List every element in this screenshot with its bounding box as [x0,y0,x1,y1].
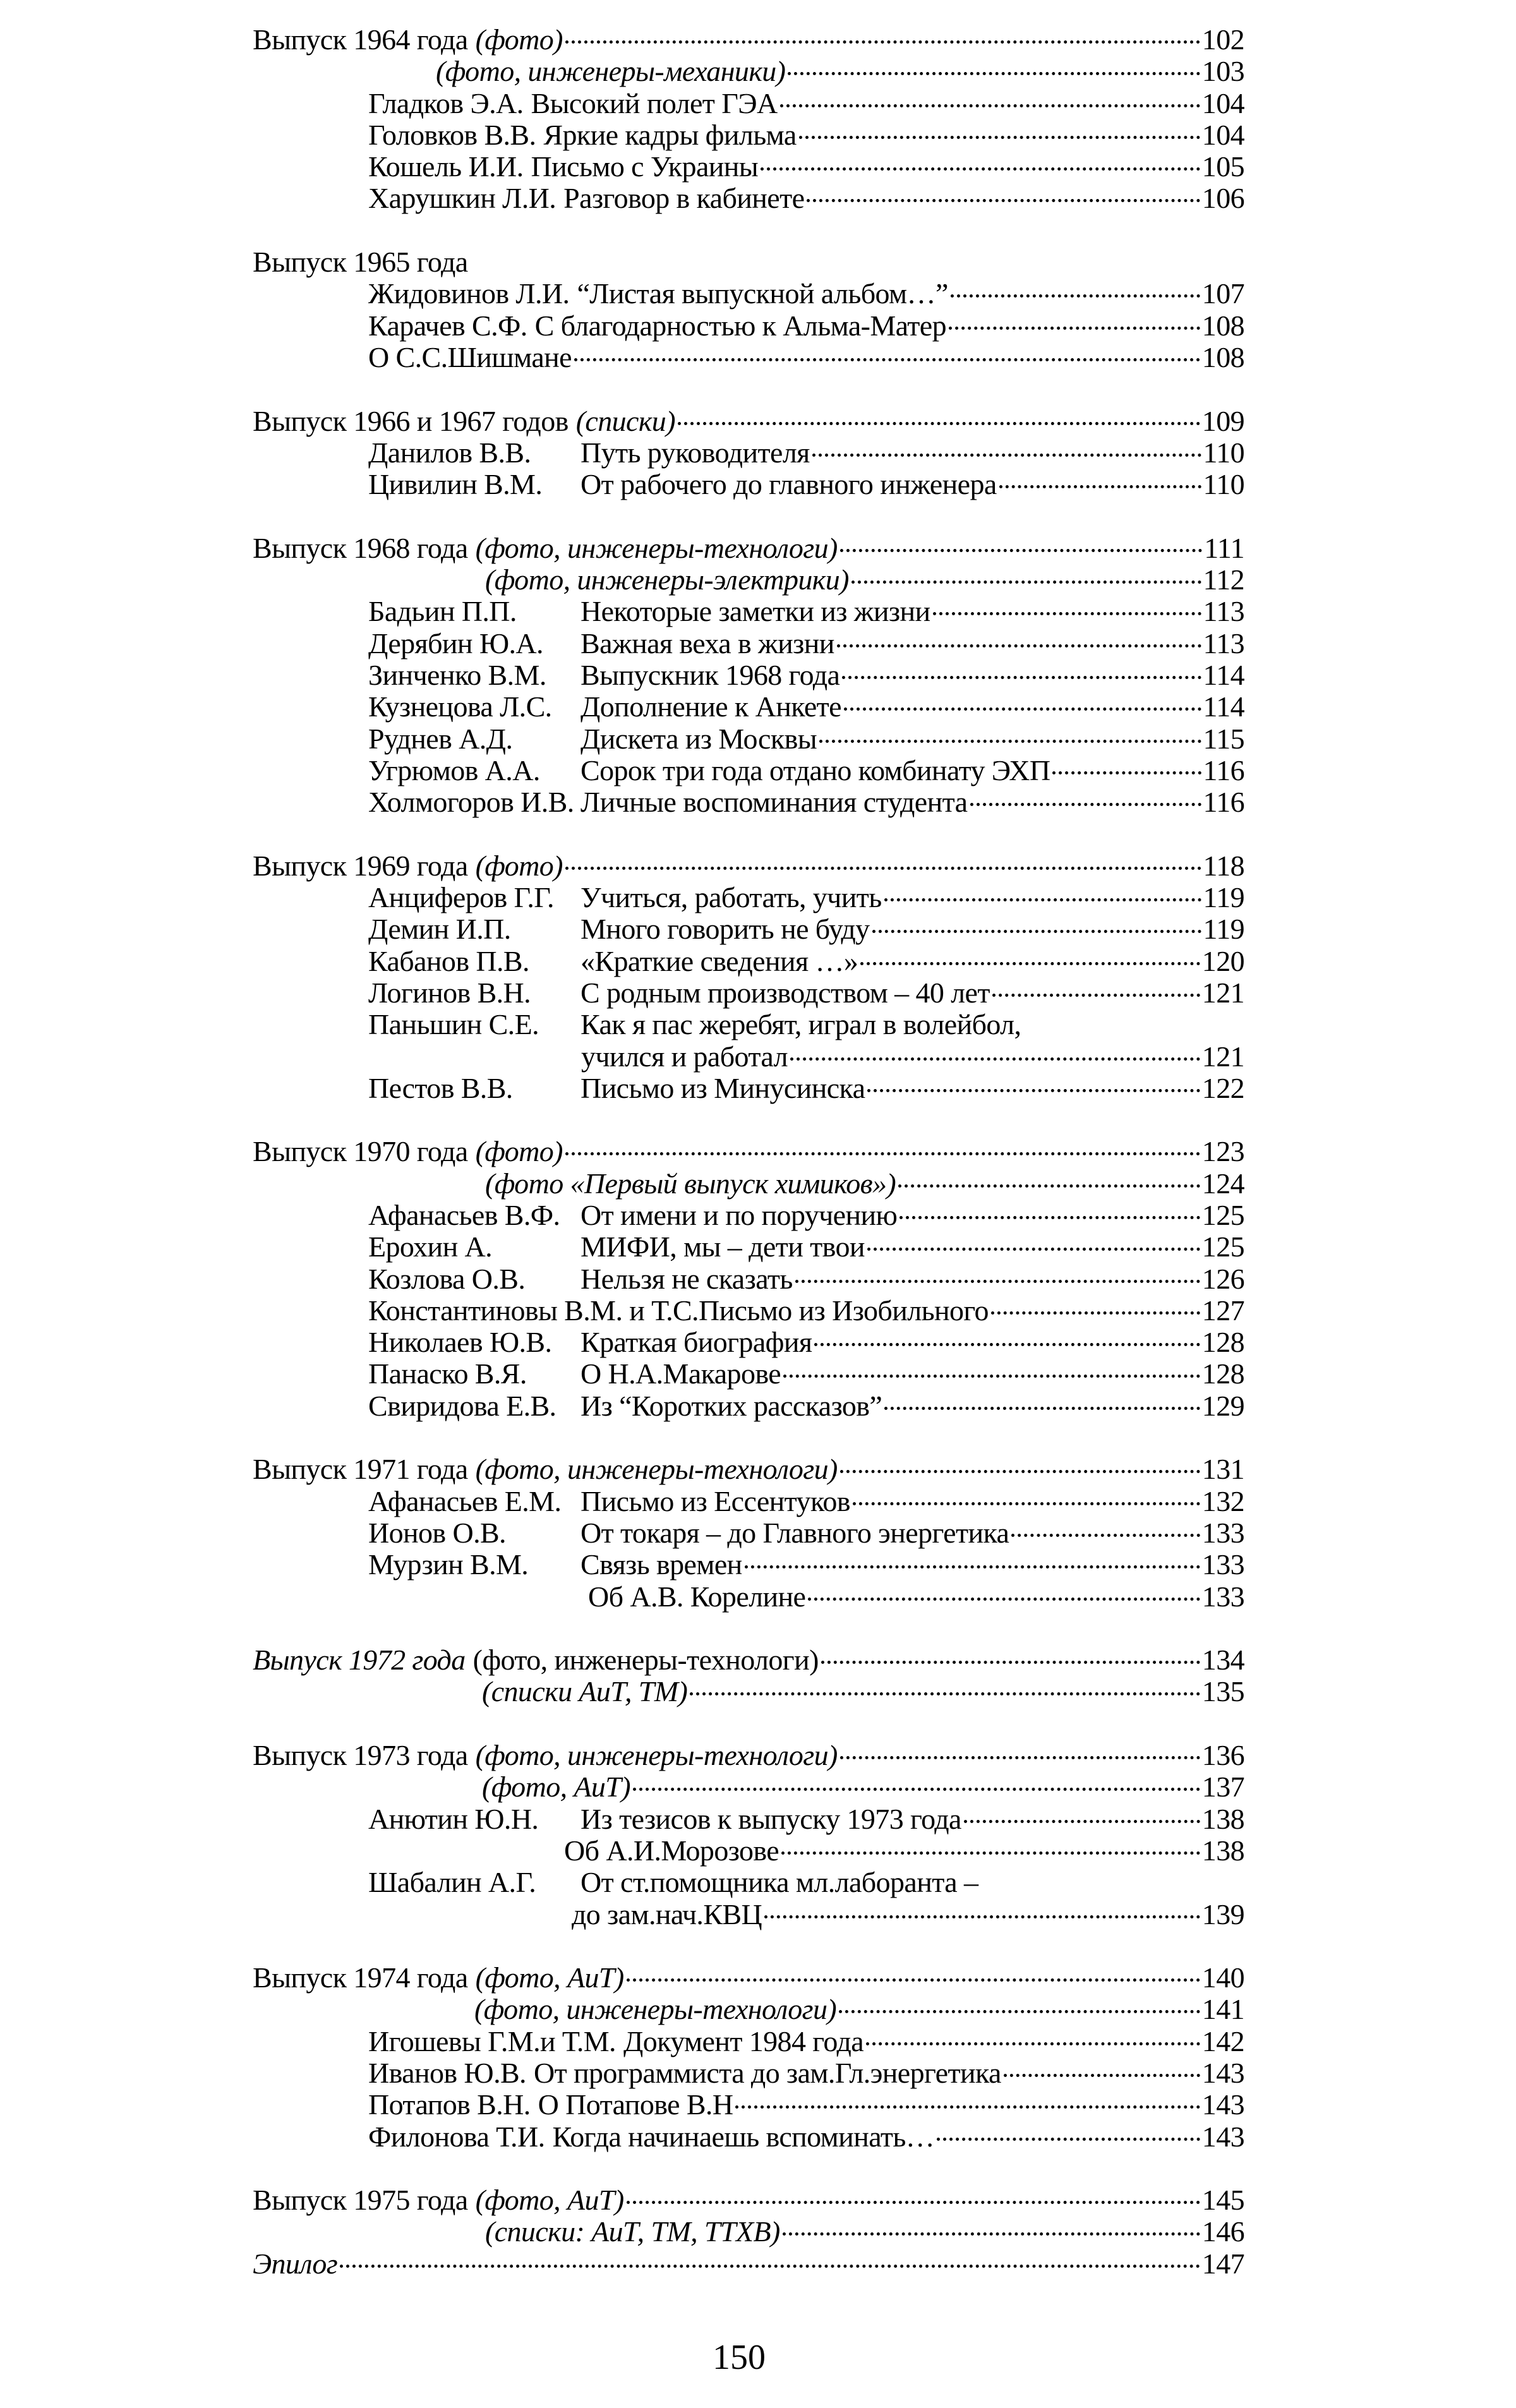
toc-entry [253,1041,1244,1073]
spacer [253,1104,1244,1136]
entry-author: Дерябин Ю.А. [368,627,543,659]
entry-title-continued: до зам.нач.КВЦ [572,1898,762,1930]
section-title: Выпуск 1975 года [253,2184,468,2217]
toc-entry [253,755,1244,786]
page-ref: 111 [1204,531,1244,564]
dot-leader [799,136,1200,139]
toc-entry [253,850,1244,882]
dot-leader [795,1280,1200,1283]
toc-entry [253,1740,1244,1771]
page-ref: 123 [1201,1135,1244,1168]
page-ref: 146 [1201,2215,1244,2248]
page-ref: 122 [1201,1071,1244,1104]
toc-entry [253,1231,1244,1263]
toc-entry [253,1009,1244,1040]
toc-entry [253,1136,1244,1167]
page-ref: 131 [1201,1453,1244,1486]
page-ref: 126 [1201,1262,1244,1295]
page-ref: 132 [1201,1484,1244,1517]
toc-entry [253,659,1244,691]
entry-author: Ерохин А. [368,1231,493,1263]
toc-entry [253,913,1244,945]
entry-title: Много говорить не буду [581,913,870,946]
page-ref: 135 [1201,1675,1244,1708]
section-note: (фото, АиТ) [475,2184,624,2217]
page-ref: 139 [1201,1898,1244,1930]
page-ref: 118 [1203,849,1244,882]
section-title: Выпуск 1972 года [253,1644,466,1677]
dot-leader [867,1248,1200,1251]
page-ref: 113 [1203,627,1244,659]
section-title: Выпуск 1971 года [253,1453,468,1486]
spacer [253,1422,1244,1454]
toc-entry [253,1549,1244,1580]
section-note: (фото, АиТ) [475,1961,624,1994]
page-ref: 127 [1201,1294,1244,1327]
toc-entry [253,564,1244,596]
section-title: Выпуск 1966 и 1967 годов [253,404,568,437]
page-ref: 147 [1201,2247,1244,2280]
toc-entry [253,437,1244,469]
spacer [253,215,1244,246]
dot-leader [745,1565,1200,1568]
entry-title: С благодарностью к Альма-Матер [534,309,947,342]
toc-entry [253,1073,1244,1104]
entry-title: Некоторые заметки из жизни [581,595,930,628]
entry-author: Угрюмов А.А. [368,754,540,786]
dot-leader [898,1184,1200,1188]
entry-title: Разговор в кабинете [563,182,805,215]
dot-leader [853,1502,1200,1505]
spacer [253,500,1244,532]
dot-leader [690,1692,1200,1695]
page-ref: 129 [1201,1389,1244,1422]
entry-author: Кузнецова Л.С. [368,690,552,723]
entry-title: От программиста до зам.Гл.энергетика [533,2057,1001,2089]
dot-leader [807,199,1200,202]
entry-author: Паньшин С.Е. [368,1008,539,1041]
section-note: (фото, инженеры-технологи) [472,1644,819,1677]
toc-entry [253,1168,1244,1200]
entry-title: Дискета из Москвы [581,722,817,755]
dot-leader [565,1152,1200,1155]
toc-entry [253,1517,1244,1549]
dot-leader [783,2232,1200,2236]
toc-entry [253,24,1244,56]
page-ref: 112 [1203,563,1244,596]
page-ref: 104 [1201,118,1244,151]
table-of-contents [253,24,1244,2280]
entry-author: Игошевы Г.М.и Т.М. [368,2025,616,2057]
entry-title-continued: учился и работал [581,1040,788,1073]
page-ref: 133 [1201,1516,1244,1549]
page-ref: 121 [1201,1040,1244,1073]
dot-leader [970,803,1201,806]
entry-note: (фото, АиТ) [482,1771,630,1803]
dot-leader [949,327,1200,330]
section-title: Выпуск 1970 года [253,1135,468,1168]
spacer [253,1613,1244,1644]
entry-title: Когда начинаешь вспоминать… [552,2120,935,2153]
page-ref: 108 [1201,309,1244,342]
page-ref: 107 [1201,277,1244,310]
dot-leader [812,454,1201,457]
page-ref: 142 [1201,2025,1244,2057]
entry-author: Шабалин А.Г. [368,1866,536,1899]
page-ref: 138 [1201,1834,1244,1867]
page-ref: 109 [1201,404,1244,437]
entry-author: Анциферов Г.Г. [368,881,554,914]
entry-author: Пестов В.В. [368,1071,513,1104]
section-note: (фото, инженеры-технологи) [475,1453,838,1486]
section-title: Выпуск 1974 года [253,1961,468,1994]
toc-entry [253,1835,1244,1867]
page-ref: 136 [1201,1739,1244,1772]
entry-title: Личные воспоминания студента [581,786,968,819]
dot-leader [340,2265,1200,2268]
toc-entry [253,533,1244,564]
dot-leader [821,1661,1200,1664]
entry-title: Об А.И.Морозове [564,1834,779,1867]
page-ref: 110 [1203,468,1244,501]
entry-author: Афанасьев Е.М. [368,1484,562,1517]
section-note: (фото) [475,1135,563,1168]
page-ref: 114 [1203,690,1244,723]
entry-title: Путь руководителя [581,436,810,469]
dot-leader [574,358,1200,361]
toc-entry [253,946,1244,977]
page-ref: 133 [1201,1580,1244,1613]
page-ref: 128 [1201,1358,1244,1390]
dot-leader [781,1851,1200,1855]
page-ref: 103 [1201,55,1244,88]
page-ref: 108 [1201,340,1244,373]
toc-entry [253,786,1244,818]
dot-leader [840,1470,1200,1473]
dot-leader [627,2201,1200,2204]
dot-leader [991,1311,1200,1315]
dot-leader [565,40,1200,44]
entry-title: Документ 1984 года [623,2025,864,2057]
toc-entry [253,151,1244,183]
entry-author: Козлова О.В. [368,1262,526,1295]
entry-author: Афанасьев В.Ф. [368,1198,560,1231]
toc-entry [253,2057,1244,2089]
dot-leader [860,962,1200,965]
entry-author: Руднев А.Д. [368,722,513,755]
entry-title: Краткая биография [581,1326,812,1359]
entry-note: (фото, инженеры-механики) [436,55,786,88]
entry-title: Учиться, работать, учить [581,881,882,914]
entry-note: (списки: АиТ, ТМ, ТТХВ) [485,2215,780,2248]
dot-leader [790,1057,1200,1061]
dot-leader [999,485,1201,488]
spacer [253,2153,1244,2184]
page-ref: 113 [1203,595,1244,628]
spacer [253,818,1244,850]
entry-note: (фото, инженеры-электрики) [485,563,849,596]
toc-entry [253,1263,1244,1295]
page-ref: 114 [1203,658,1244,691]
section-note: (списки) [575,404,675,437]
dot-leader [764,1915,1200,1918]
section-note: (фото) [475,849,563,882]
dot-leader [844,707,1201,711]
entry-author: Константиновы В.М. и Т.С. [368,1294,699,1327]
spacer [253,1708,1244,1740]
toc-entry [253,2216,1244,2248]
toc-entry [253,2184,1244,2216]
toc-entry [253,1994,1244,2025]
dot-leader [951,294,1200,298]
entry-title: Об А.В. Корелине [588,1580,806,1613]
toc-entry [253,1644,1244,1676]
toc-entry [253,1676,1244,1707]
entry-author: Ионов О.В. [368,1516,506,1549]
entry-title: О Н.А.Макарове [581,1358,781,1390]
page-ref: 120 [1201,944,1244,977]
dot-leader [633,1788,1200,1791]
toc-entry [253,882,1244,913]
entry-title: От рабочего до главного инженера [581,468,997,501]
page-ref: 143 [1201,2057,1244,2089]
toc-entry [253,88,1244,119]
dot-leader [872,930,1201,933]
page-ref: 116 [1203,754,1244,786]
toc-entry [253,278,1244,310]
entry-author: Жидовинов Л.И. [368,277,570,310]
toc-entry [253,1358,1244,1390]
dot-leader [899,1216,1200,1219]
toc-entry [253,342,1244,373]
entry-title: Письмо из Минусинска [581,1071,865,1104]
entry-author: Логинов В.Н. [368,976,531,1009]
page-ref: 115 [1203,722,1244,755]
page-ref: 137 [1201,1771,1244,1803]
page-ref: 124 [1201,1167,1244,1200]
epilogue-title: Эпилог [253,2247,338,2280]
page-ref: 133 [1201,1548,1244,1581]
toc-entry [253,723,1244,755]
page-ref: 143 [1201,2120,1244,2153]
entry-title: О С.С.Шишмане [368,340,572,373]
dot-leader [842,676,1201,679]
page-ref: 106 [1201,182,1244,215]
dot-leader [937,2138,1200,2141]
page-ref: 110 [1203,436,1244,469]
entry-title: Связь времен [581,1548,742,1581]
page-ref: 134 [1201,1644,1244,1677]
entry-title: Из “Коротких рассказов” [581,1389,882,1422]
entry-author: Харушкин Л.И. [368,182,556,215]
toc-entry [253,1454,1244,1485]
dot-leader [867,1089,1200,1092]
dot-leader [1011,1534,1200,1537]
toc-entry [253,310,1244,342]
page-ref: 145 [1201,2184,1244,2217]
entry-title: Письмо из Изобильного [698,1294,989,1327]
entry-title: Как я пас жеребят, играл в волейбол, [581,1008,1021,1041]
page-ref: 119 [1203,881,1244,914]
entry-title: От токаря – до Главного энергетика [581,1516,1009,1549]
entry-title: “Листая выпускной альбом…” [577,277,948,310]
section-note: (фото) [475,23,563,56]
entry-title: От ст.помощника мл.лаборанта – [581,1866,978,1899]
page-ref: 116 [1203,786,1244,819]
toc-entry [253,2089,1244,2121]
dot-leader [627,1978,1200,1982]
dot-leader [808,1598,1200,1601]
page-ref: 102 [1201,23,1244,56]
page-ref: 138 [1201,1802,1244,1835]
section-title: Выпуск 1965 года [253,246,468,279]
dot-leader [780,104,1200,107]
section-title: Выпуск 1969 года [253,849,468,882]
dot-leader [866,2042,1200,2045]
section-note: (фото, инженеры-технологи) [475,1739,838,1772]
entry-title: Выпускник 1968 года [581,658,840,691]
toc-entry [253,1962,1244,1994]
toc-entry [253,56,1244,87]
section-title: Выпуск 1973 года [253,1739,468,1772]
entry-author: Кошель И.И. [368,150,524,183]
toc-entry [253,1899,1244,1930]
entry-author: Свиридова Е.В. [368,1389,556,1422]
page-ref: 125 [1201,1231,1244,1263]
page-ref: 128 [1201,1326,1244,1359]
dot-leader [884,1407,1200,1410]
toc-entry [253,183,1244,214]
entry-author: Карачев С.Ф. [368,309,527,342]
toc-entry [253,406,1244,437]
entry-title: «Краткие сведения …» [581,944,858,977]
entry-title: МИФИ, мы – дети твои [581,1231,865,1263]
entry-title: Из тезисов к выпуску 1973 года [581,1802,961,1835]
entry-title: Сорок три года отдано комбинату ЭХП [581,754,1050,786]
entry-title: От имени и по поручению [581,1198,898,1231]
entry-author: Филонова Т.И. [368,2120,545,2153]
toc-entry [253,469,1244,500]
entry-author: Николаев Ю.В. [368,1326,552,1359]
section-title: Выпуск 1968 года [253,531,468,564]
entry-author: Кабанов П.В. [368,944,529,977]
section-note: (фото, инженеры-технологи) [475,531,838,564]
spacer [253,373,1244,405]
entry-author: Панаско В.Я. [368,1358,527,1390]
toc-entry [253,119,1244,151]
entry-author: Анютин Ю.Н. [368,1802,539,1835]
toc-entry [253,2121,1244,2153]
page-ref: 121 [1201,976,1244,1009]
dot-leader [1004,2074,1200,2077]
page-ref: 141 [1201,1993,1244,2026]
page-ref: 105 [1201,150,1244,183]
entry-title: С родным производством – 40 лет [581,976,990,1009]
dot-leader [735,2105,1200,2109]
dot-leader [884,898,1201,901]
dot-leader [851,581,1201,584]
entry-author: Головков В.В. [368,118,536,151]
entry-author: Гладков Э.А. [368,87,524,119]
toc-entry [253,1581,1244,1613]
dot-leader [761,167,1200,171]
entry-author: Холмогоров И.В. [368,786,574,819]
page-number: 150 [713,2338,766,2377]
toc-entry [253,1803,1244,1835]
toc-entry [253,1295,1244,1327]
entry-author: Мурзин В.М. [368,1548,529,1581]
entry-author: Бадьин П.П. [368,595,517,628]
dot-leader [992,994,1200,997]
entry-note: (списки АиТ, ТМ) [482,1675,688,1708]
page-ref: 143 [1201,2088,1244,2121]
dot-leader [1052,771,1201,774]
entry-title: Письмо из Ессентуков [581,1484,850,1517]
dot-leader [678,422,1200,425]
dot-leader [783,1375,1200,1378]
entry-note: (фото «Первый выпуск химиков») [485,1167,896,1200]
toc-entry [253,628,1244,659]
dot-leader [788,72,1200,75]
dot-leader [840,549,1202,552]
entry-author: Демин И.П. [368,913,511,946]
page-ref: 119 [1203,913,1244,946]
toc-entry [253,2026,1244,2057]
entry-title: Нельзя не сказать [581,1262,793,1295]
entry-author: Иванов Ю.В. [368,2057,526,2089]
page-ref: 140 [1201,1961,1244,1994]
page-ref: 125 [1201,1198,1244,1231]
entry-title: Дополнение к Анкете [581,690,841,723]
toc-entry [253,977,1244,1009]
toc-entry [253,1327,1244,1358]
toc-entry [253,1200,1244,1231]
entry-author: Потапов В.Н. [368,2088,531,2121]
toc-entry [253,2248,1244,2280]
entry-author: Зинченко В.М. [368,658,546,691]
toc-entry [253,1486,1244,1517]
dot-leader [565,867,1201,870]
toc-entry [253,691,1244,723]
dot-leader [837,644,1201,647]
entry-title: Высокий полет ГЭА [531,87,778,119]
spacer [253,1930,1244,1962]
entry-title: Яркие кадры фильма [543,118,797,151]
dot-leader [933,612,1201,615]
dot-leader [839,2010,1200,2013]
dot-leader [819,740,1201,743]
dot-leader [814,1343,1200,1346]
entry-author: Цивилин В.М. [368,468,543,501]
dot-leader [840,1756,1200,1759]
entry-title: О Потапове В.Н [538,2088,733,2121]
dot-leader [964,1820,1200,1823]
page-ref: 104 [1201,87,1244,119]
toc-entry [253,246,1244,278]
toc-entry [253,1390,1244,1422]
toc-entry [253,596,1244,627]
entry-note: (фото, инженеры-технологи) [474,1993,837,2026]
toc-entry [253,1771,1244,1803]
entry-title: Письмо с Украины [531,150,759,183]
toc-entry [253,1867,1244,1898]
entry-author: Данилов В.В. [368,436,531,469]
entry-title: Важная веха в жизни [581,627,834,659]
section-title: Выпуск 1964 года [253,23,468,56]
